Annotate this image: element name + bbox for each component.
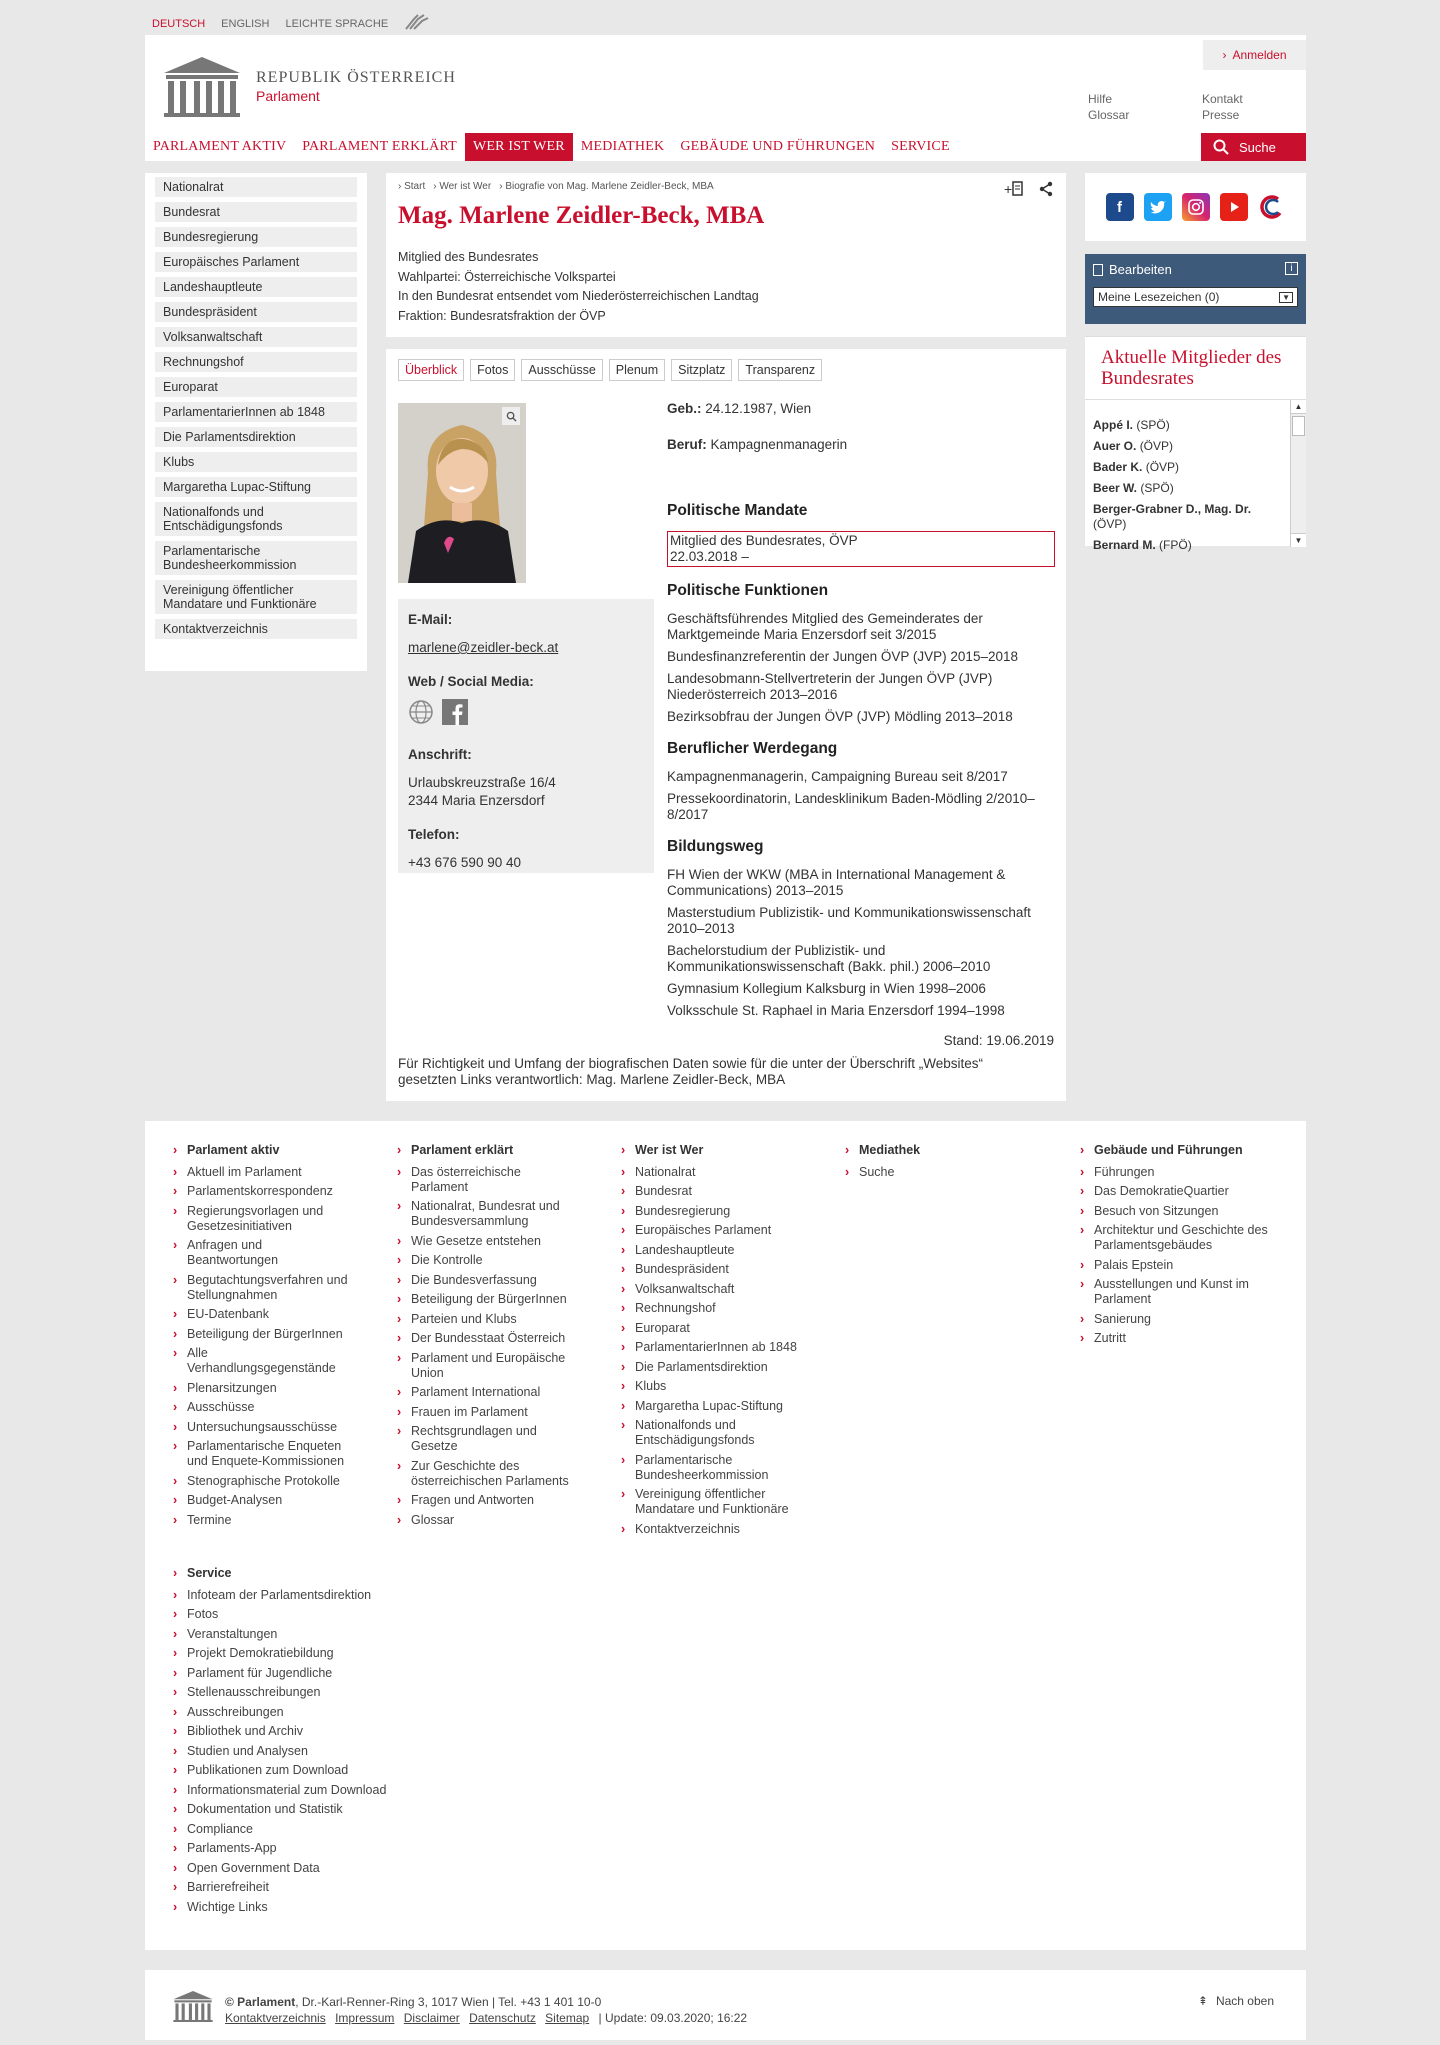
footer-link[interactable]: › Suche	[845, 1165, 1025, 1180]
search-button[interactable]: Suche	[1201, 133, 1306, 161]
copyright-org: © Parlament	[225, 1995, 296, 2009]
sidebar-item[interactable]: Landeshauptleute	[155, 277, 357, 297]
profile-summary	[398, 248, 1054, 326]
footer-heading[interactable]: › Parlament erklärt	[397, 1141, 577, 1161]
bookmark-add-icon[interactable]	[1004, 181, 1024, 200]
member-party: (FPÖ)	[1159, 538, 1192, 552]
footer-link[interactable]: › EU-Datenbank	[173, 1307, 353, 1322]
address-label: Anschrift:	[408, 747, 472, 762]
profile-faction: Fraktion: Bundesratsfraktion der ÖVP	[398, 308, 606, 323]
member-row[interactable]	[1093, 415, 1283, 436]
member-row[interactable]	[1093, 502, 1283, 532]
footer-link[interactable]: › Das österreichische Parlament	[397, 1165, 577, 1195]
edit-title[interactable]: Bearbeiten	[1109, 262, 1172, 277]
globe-icon[interactable]	[408, 699, 434, 730]
footer-link[interactable]: › Dokumentation und Statistik	[173, 1802, 423, 1817]
footer-link[interactable]: › Zur Geschichte des österreichischen Parlaments	[397, 1459, 577, 1489]
email-link[interactable]: marlene@zeidler-beck.at	[408, 640, 559, 655]
education-item: Gymnasium Kollegium Kalksburg in Wien 1998–2006	[667, 981, 986, 996]
breadcrumb-wer-ist-wer[interactable]: › Wer ist Wer	[433, 181, 491, 192]
profile-party: Wahlpartei: Österreichische Volkspartei	[398, 269, 616, 284]
footer-link[interactable]: › Klubs	[621, 1379, 801, 1394]
footer-link[interactable]: › Regierungsvorlagen und Gesetzesinitiativen	[173, 1204, 353, 1234]
sidebar-item[interactable]: Nationalrat	[155, 177, 357, 197]
footer-link[interactable]: › Frauen im Parlament	[397, 1405, 577, 1420]
member-row[interactable]	[1093, 436, 1283, 457]
footer-link[interactable]: › Beteiligung der BürgerInnen	[397, 1292, 577, 1307]
footer-link[interactable]: › Sanierung	[1080, 1312, 1270, 1327]
lang-easy[interactable]: LEICHTE SPRACHE	[285, 17, 389, 30]
footer-link[interactable]: › Vereinigung öffentlicher Mandatare und Funktionäre	[621, 1487, 801, 1517]
nav-wer-ist-wer[interactable]: WER IST WER	[465, 133, 573, 161]
help-link[interactable]: Hilfe	[1088, 92, 1113, 106]
footer-heading[interactable]: › Parlament aktiv	[173, 1141, 353, 1161]
footer-link[interactable]: › Infoteam der Parlamentsdirektion	[173, 1588, 423, 1603]
header-links-right	[1202, 91, 1243, 123]
biography-panel	[386, 349, 1066, 1101]
chevron-down-icon: ▼	[1279, 292, 1293, 303]
footer-link[interactable]: › Europarat	[621, 1321, 801, 1336]
sign-language-icon[interactable]	[404, 13, 430, 34]
nav-parlament-aktiv[interactable]: PARLAMENT AKTIV	[153, 139, 287, 154]
footer-link[interactable]: › Wie Gesetze entstehen	[397, 1234, 577, 1249]
footer-link[interactable]: › Projekt Demokratiebildung	[173, 1646, 423, 1661]
profile-tabs	[398, 359, 822, 381]
footer-link[interactable]: › Bundesregierung	[621, 1204, 801, 1219]
footer-link[interactable]: › Parlament und Europäische Union	[397, 1351, 577, 1381]
footer-link[interactable]: › Parteien und Klubs	[397, 1312, 577, 1327]
member-name[interactable]: Berger-Grabner D., Mag. Dr.	[1093, 502, 1252, 516]
share-icon[interactable]	[1038, 181, 1054, 200]
profile-delegated: In den Bundesrat entsendet vom Niederösterreichischen Landtag	[398, 289, 759, 303]
tab-ausschuesse[interactable]: Ausschüsse	[521, 359, 602, 381]
footer-link[interactable]: › Open Government Data	[173, 1861, 423, 1876]
footer-link[interactable]: › Palais Epstein	[1080, 1258, 1270, 1273]
footer-link[interactable]: › Parlament für Jugendliche	[173, 1666, 423, 1681]
current-members-panel	[1085, 336, 1306, 552]
members-scrollbar[interactable]: ▲ ▼	[1290, 400, 1306, 547]
tab-ueberblick[interactable]: Überblick	[398, 359, 464, 381]
footer-link[interactable]: › Landeshauptleute	[621, 1243, 801, 1258]
function-item: Landesobmann-Stellvertreterin der Jungen ÖVP (JVP) Niederösterreich 2013–2016	[667, 671, 993, 702]
footer-heading[interactable]: › Wer ist Wer	[621, 1141, 801, 1161]
functions-list	[667, 611, 1055, 725]
sidebar-item[interactable]: Vereinigung öffentlicher Mandatare und Funktionäre	[155, 580, 357, 614]
last-updated: Stand: 19.06.2019	[943, 1033, 1054, 1048]
birth-value: 24.12.1987, Wien	[705, 401, 812, 416]
search-icon	[1213, 139, 1229, 155]
back-to-top-link[interactable]: ⇞ Nach oben	[1197, 1994, 1274, 2008]
bookmarks-panel	[1085, 254, 1306, 324]
footer-link[interactable]: › Budget-Analysen	[173, 1493, 353, 1508]
parliament-building-icon	[160, 55, 244, 117]
tab-sitzplatz[interactable]: Sitzplatz	[671, 359, 732, 381]
tab-transparenz[interactable]: Transparenz	[738, 359, 822, 381]
member-party: (SPÖ)	[1140, 481, 1174, 495]
footer-link[interactable]: › Nationalrat, Bundesrat und Bundesversammlung	[397, 1199, 577, 1229]
sidebar-item[interactable]: Europarat	[155, 377, 357, 397]
footer-link[interactable]: › Ausschreibungen	[173, 1705, 423, 1720]
footer-link[interactable]: › Termine	[173, 1513, 353, 1528]
footer-link-imprint[interactable]: Impressum	[335, 2011, 395, 2025]
sidebar-item[interactable]: Klubs	[155, 452, 357, 472]
youtube-icon[interactable]	[1220, 193, 1248, 221]
birth-label: Geb.:	[667, 401, 702, 416]
footer-column	[397, 1141, 577, 1532]
main-navigation	[145, 133, 1306, 161]
sidebar-item[interactable]: Parlamentarische Bundesheerkommission	[155, 541, 357, 575]
education-item: Masterstudium Publizistik- und Kommunikationswissenschaft 2010–2013	[667, 905, 1031, 936]
sidebar-item[interactable]: Kontaktverzeichnis	[155, 619, 357, 639]
footer-link[interactable]: › Der Bundesstaat Österreich	[397, 1331, 577, 1346]
lang-en[interactable]: ENGLISH	[221, 17, 270, 30]
breadcrumb-current: › Biografie von Mag. Marlene Zeidler-Beck, MBA	[499, 181, 714, 192]
login-button[interactable]: › Anmelden	[1203, 40, 1306, 70]
footer-link[interactable]: › Nationalrat	[621, 1165, 801, 1180]
career-item: Kampagnenmanagerin, Campaigning Bureau seit 8/2017	[667, 769, 1008, 784]
footer-link[interactable]: › Das DemokratieQuartier	[1080, 1184, 1270, 1199]
members-title: Aktuelle Mitglieder des Bundesrates	[1085, 337, 1306, 400]
footer-link[interactable]: › Bundespräsident	[621, 1262, 801, 1277]
contact-box	[398, 599, 654, 873]
footer-link[interactable]: › Parlaments-App	[173, 1841, 423, 1856]
footer-link[interactable]: › Fotos	[173, 1607, 423, 1622]
footer-link[interactable]: › Compliance	[173, 1822, 423, 1837]
member-party: (ÖVP)	[1145, 460, 1180, 474]
education-item: FH Wien der WKW (MBA in International Management & Communications) 2013–2015	[667, 867, 1006, 898]
mandate-title: Mitglied des Bundesrates, ÖVP	[670, 533, 858, 548]
language-bar	[152, 13, 430, 34]
tab-fotos[interactable]: Fotos	[470, 359, 515, 381]
sidebar-item[interactable]: Bundespräsident	[155, 302, 357, 322]
function-item: Bundesfinanzreferentin der Jungen ÖVP (JVP) 2015–2018	[667, 649, 1018, 664]
header-links-left	[1088, 91, 1129, 123]
nav-gebaeude[interactable]: GEBÄUDE UND FÜHRUNGEN	[680, 139, 876, 154]
breadcrumb-start[interactable]: › Start	[398, 181, 425, 192]
nav-parlament-erklaert[interactable]: PARLAMENT ERKLÄRT	[302, 139, 457, 154]
info-icon[interactable]: i	[1285, 262, 1298, 275]
social-media-bar	[1085, 173, 1306, 241]
parliament-logo[interactable]	[160, 55, 456, 117]
footer-link[interactable]: › ParlamentarierInnen ab 1848	[621, 1340, 801, 1355]
contact-link[interactable]: Kontakt	[1202, 92, 1243, 106]
footer-link[interactable]: › Glossar	[397, 1513, 577, 1528]
footer-link-privacy[interactable]: Datenschutz	[469, 2011, 536, 2025]
profession-value: Kampagnenmanagerin	[710, 437, 848, 452]
footer-link[interactable]: › Zutritt	[1080, 1331, 1270, 1346]
parliament-app-icon[interactable]	[1258, 193, 1286, 221]
member-row[interactable]	[1093, 457, 1283, 478]
mandates-heading: Politische Mandate	[667, 502, 808, 519]
sidebar-item[interactable]: ParlamentarierInnen ab 1848	[155, 402, 357, 422]
career-item: Pressekoordinatorin, Landesklinikum Baden-Mödling 2/2010–8/2017	[667, 791, 1035, 822]
member-party: (ÖVP)	[1139, 439, 1174, 453]
web-label: Web / Social Media:	[408, 674, 534, 689]
footer-link[interactable]: › Untersuchungsausschüsse	[173, 1420, 353, 1435]
footer-link[interactable]: › Stellenausschreibungen	[173, 1685, 423, 1700]
footer-link[interactable]: › Parlamentarische Bundesheerkommission	[621, 1453, 801, 1483]
footer-link[interactable]: › Anfragen und Beantwortungen	[173, 1238, 353, 1268]
footer-column	[1080, 1141, 1270, 1351]
twitter-icon[interactable]	[1144, 193, 1172, 221]
footer-link[interactable]: › Informationsmaterial zum Download	[173, 1783, 423, 1798]
member-name[interactable]: Beer W.	[1093, 481, 1138, 495]
phone-label: Telefon:	[408, 827, 460, 842]
education-item: Bachelorstudium der Publizistik- und Kommunikationswissenschaft (Bakk. phil.) 2006–2010	[667, 943, 991, 974]
mandate-box	[667, 531, 1055, 567]
footer-link[interactable]: › Parlamentarische Enqueten und Enquete-Kommissionen	[173, 1439, 353, 1469]
bottom-bar	[145, 1970, 1306, 2040]
logo-line2: Parlament	[256, 87, 320, 104]
biography-details	[667, 401, 1055, 1025]
press-link[interactable]: Presse	[1202, 108, 1240, 122]
member-name[interactable]: Bader K.	[1093, 460, 1143, 474]
sidebar-item[interactable]: Europäisches Parlament	[155, 252, 357, 272]
footer-link[interactable]: › Ausschüsse	[173, 1400, 353, 1415]
nav-service[interactable]: SERVICE	[891, 139, 950, 154]
footer-link[interactable]: › Führungen	[1080, 1165, 1270, 1180]
footer-link[interactable]: › Plenarsitzungen	[173, 1381, 353, 1396]
svg-text:+: +	[1004, 181, 1013, 197]
footer-column	[845, 1141, 1025, 1184]
zoom-icon[interactable]	[502, 407, 520, 425]
member-row[interactable]	[1093, 535, 1283, 556]
career-heading: Beruflicher Werdegang	[667, 740, 838, 757]
footer-link[interactable]: › Die Bundesverfassung	[397, 1273, 577, 1288]
bookmark-icon	[1093, 264, 1103, 276]
footer-link[interactable]: › Volksanwaltschaft	[621, 1282, 801, 1297]
footer-link[interactable]: › Veranstaltungen	[173, 1627, 423, 1642]
tab-plenum[interactable]: Plenum	[609, 359, 665, 381]
sidebar-item[interactable]: Bundesrat	[155, 202, 357, 222]
profile-header	[386, 173, 1066, 337]
bookmarks-select[interactable]: Meine Lesezeichen (0) ▼	[1093, 287, 1298, 307]
address-street: Urlaubskreuzstraße 16/4	[408, 775, 556, 790]
sidebar-item[interactable]: Volksanwaltschaft	[155, 327, 357, 347]
sidebar-item[interactable]: Rechnungshof	[155, 352, 357, 372]
member-party: (ÖVP)	[1093, 517, 1127, 531]
footer-link[interactable]: › Publikationen zum Download	[173, 1763, 423, 1778]
footer-link[interactable]: › Nationalfonds und Entschädigungsfonds	[621, 1418, 801, 1448]
site-header	[145, 35, 1306, 133]
footer-heading[interactable]: › Service	[173, 1564, 423, 1584]
footer-link[interactable]: › Bibliothek und Archiv	[173, 1724, 423, 1739]
footer-column	[621, 1141, 801, 1541]
mandate-date: 22.03.2018 –	[670, 549, 749, 564]
sidebar-item[interactable]: Margaretha Lupac-Stiftung	[155, 477, 357, 497]
profession-label: Beruf:	[667, 437, 707, 452]
facebook-icon[interactable]	[442, 699, 468, 730]
nav-mediathek[interactable]: MEDIATHEK	[580, 139, 665, 154]
footer-column	[173, 1564, 423, 1919]
biography-disclaimer: Für Richtigkeit und Umfang der biografischen Daten sowie für die unter der Überschrift „Websites“ gesetzten Links verantwortlich: Mag. Marlene Zeidler-Beck, MBA	[398, 1056, 984, 1087]
member-name[interactable]: Bernard M.	[1093, 538, 1156, 552]
footer-column	[173, 1141, 353, 1532]
page-tools	[1004, 181, 1054, 200]
sidebar-item[interactable]: Die Parlamentsdirektion	[155, 427, 357, 447]
sidebar-item[interactable]: Nationalfonds und Entschädigungsfonds	[155, 502, 357, 536]
footer-link[interactable]: › Wichtige Links	[173, 1900, 423, 1915]
function-item: Geschäftsführendes Mitglied des Gemeinderates der Marktgemeinde Maria Enzersdorf seit 3/2015	[667, 611, 983, 642]
members-list	[1093, 415, 1283, 556]
footer-link[interactable]: › Parlament International	[397, 1385, 577, 1400]
footer-link[interactable]: › Architektur und Geschichte des Parlamentsgebäudes	[1080, 1223, 1270, 1253]
footer-link[interactable]: › Ausstellungen und Kunst im Parlament	[1080, 1277, 1270, 1307]
footer-link[interactable]: › Kontaktverzeichnis	[621, 1522, 801, 1537]
footer-link[interactable]: › Europäisches Parlament	[621, 1223, 801, 1238]
glossary-link[interactable]: Glossar	[1088, 108, 1130, 122]
footer-link[interactable]: › Stenographische Protokolle	[173, 1474, 353, 1489]
phone-value: +43 676 590 90 40	[408, 855, 521, 870]
site-footer	[145, 1121, 1306, 1950]
functions-heading: Politische Funktionen	[667, 582, 829, 599]
sidebar-item[interactable]: Bundesregierung	[155, 227, 357, 247]
footer-link[interactable]: › Begutachtungsverfahren und Stellungnahmen	[173, 1273, 353, 1303]
footer-link-disclaimer[interactable]: Disclaimer	[403, 2011, 460, 2025]
left-sidebar	[145, 173, 367, 671]
facebook-icon[interactable]: f	[1106, 193, 1134, 221]
function-item: Bezirksobfrau der Jungen ÖVP (JVP) Mödling 2013–2018	[667, 709, 1013, 724]
footer-link[interactable]: › Studien und Analysen	[173, 1744, 423, 1759]
footer-heading[interactable]: › Mediathek	[845, 1141, 1025, 1161]
address-city: 2344 Maria Enzersdorf	[408, 793, 545, 808]
education-list	[667, 867, 1055, 1019]
footer-link[interactable]: › Rechnungshof	[621, 1301, 801, 1316]
breadcrumb	[398, 181, 1054, 192]
arrow-up-icon: ⇞	[1197, 1994, 1208, 2008]
education-heading: Bildungsweg	[667, 838, 764, 855]
education-item: Volksschule St. Raphael in Maria Enzersdorf 1994–1998	[667, 1003, 1005, 1018]
update-info: | Update: 09.03.2020; 16:22	[598, 2011, 748, 2025]
copyright-address: , Dr.-Karl-Renner-Ring 3, 1017 Wien | Tel. +43 1 401 10-0	[295, 1995, 602, 2009]
portrait-photo[interactable]	[398, 403, 526, 583]
profile-role: Mitglied des Bundesrates	[398, 250, 539, 264]
career-list	[667, 769, 1055, 823]
instagram-icon[interactable]	[1182, 193, 1210, 221]
logo-line1: REPUBLIK ÖSTERREICH	[256, 68, 456, 86]
footer-link[interactable]: › Die Kontrolle	[397, 1253, 577, 1268]
footer-link[interactable]: › Besuch von Sitzungen	[1080, 1204, 1270, 1219]
member-party: (SPÖ)	[1136, 418, 1170, 432]
footer-link[interactable]: › Bundesrat	[621, 1184, 801, 1199]
page-title: Mag. Marlene Zeidler-Beck, MBA	[398, 202, 765, 229]
footer-link[interactable]: › Aktuell im Parlament	[173, 1165, 353, 1180]
footer-link[interactable]: › Alle Verhandlungsgegenstände	[173, 1346, 353, 1376]
footer-link[interactable]: › Die Parlamentsdirektion	[621, 1360, 801, 1375]
footer-link[interactable]: › Beteiligung der BürgerInnen	[173, 1327, 353, 1342]
parliament-building-icon	[171, 1990, 215, 2022]
footer-heading[interactable]: › Gebäude und Führungen	[1080, 1141, 1270, 1161]
member-row[interactable]	[1093, 478, 1283, 499]
member-name[interactable]: Auer O.	[1093, 439, 1137, 453]
footer-link[interactable]: › Margaretha Lupac-Stiftung	[621, 1399, 801, 1414]
footer-link[interactable]: › Parlamentskorrespondenz	[173, 1184, 353, 1199]
footer-link[interactable]: › Barrierefreiheit	[173, 1880, 423, 1895]
footer-link[interactable]: › Rechtsgrundlagen und Gesetze	[397, 1424, 577, 1454]
lang-de[interactable]: DEUTSCH	[152, 17, 206, 30]
footer-link[interactable]: › Fragen und Antworten	[397, 1493, 577, 1508]
member-name[interactable]: Appé I.	[1093, 418, 1134, 432]
footer-link-sitemap[interactable]: Sitemap	[545, 2011, 590, 2025]
footer-link-contacts[interactable]: Kontaktverzeichnis	[225, 2011, 326, 2025]
email-label: E-Mail:	[408, 612, 453, 627]
